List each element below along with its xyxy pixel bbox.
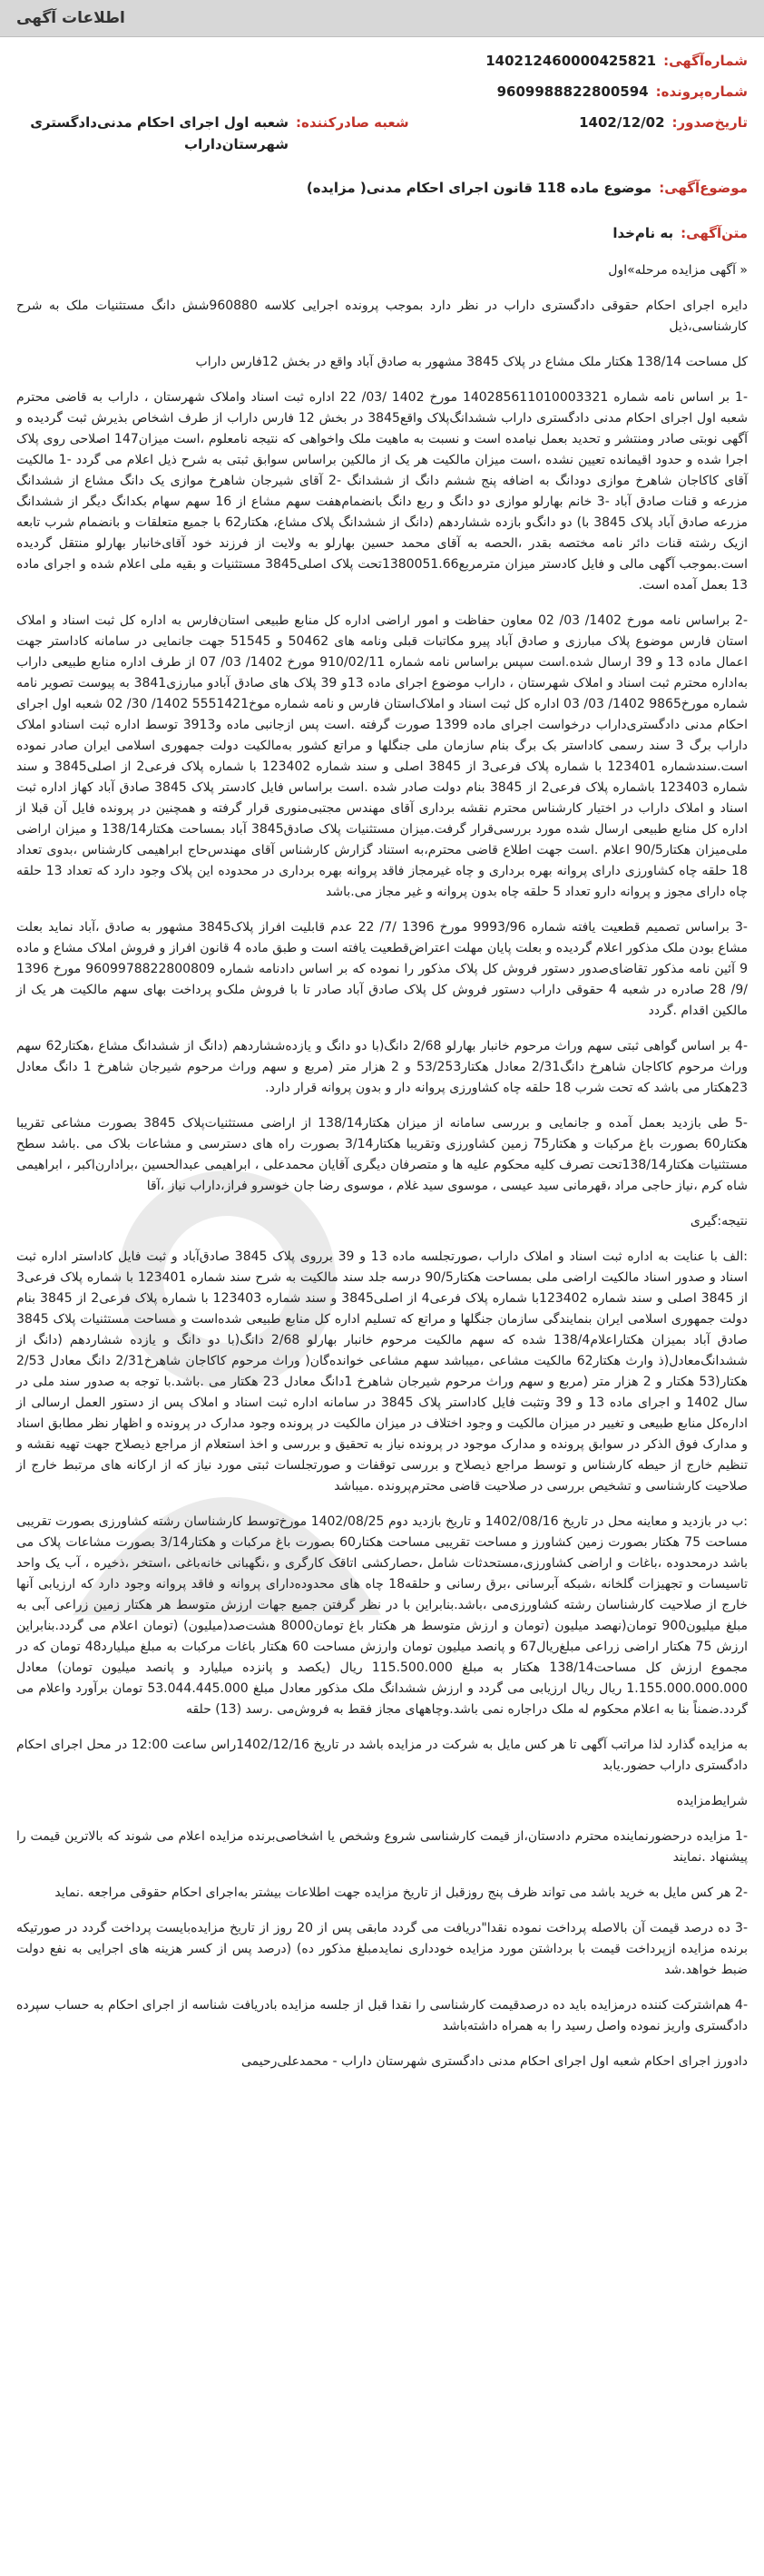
case-number-label: شماره‌پرونده:: [655, 83, 748, 100]
body-paragraph: :الف با عنایت به اداره ثبت اسناد و املاک داراب ،صورتجلسه ماده 13 و 39 برروی پلاک 3845 صادق‌آباد و ثبت فایل کاداستر اداره ثبت اسناد و صدور اسناد مالکیت اراضی ملی بمساحت هکتار90/5 درسه جلد سند مالکیت به شرح سند شماره 123401 با شماره پلاک فرعی3 از 3845 اصلی و سند شماره 123402با شماره پلاک فرعی4 از اصلی3845 و سند شماره 123403 با شماره پلاک فرعی2 از 3845 بنام دولت جمهوری اسلامی ایران بنمایندگی سازمان جنگلها و مراتع که تسلیم اداره کل منابع طبیعی شده‌است و مساحت مستثنیات پلاک 3845 صادق آباد بمیزان هکتاراعلام138/4 شده که سهم مالکیت مرحوم خانبار بهارلو 2/68 دانگ(با دو دانگ و یازده ششاردهم (دانگ از ششدانگ‌معادل(ذ وارث هکتار62 مالکیت مشاعی ،میباشد سهم مشاعی خوانده‌گان( وراث مرحوم کاکاجان شاهرخ2/31 دانگ معادل 2/53 هکتار(53 هکتار و 2 هزار متر (مربع و سهم وراث مرحوم شیرجان شاهرخ 1دانگ معادل 23 هکتار می .باشد.با توجه به صدور سند ملی در سال 1402 و اجرای ماده 13 و 39 وتثبت فایل کاداستر پلاک 3845 در سامانه اداره ثبت اسناد و املاک پس از دستور العمل ارسالی از اداره‌کل منابع طبیعی و تغییر در میزان مالکیت و وجود اختلاف در میزان مالکیت در پرونده وجود مدارک در پرونده و اظهار نظر مطابق اسناد و مدارک فوق الذکر در سوابق پرونده و مدارک موجود در پرونده نیاز به تحقیق و بررسی و اخذ استعلام از مراجع ذیصلاح جهت تهیه نقشه و تنظیم خارج از حیطه کارشناس و توسط مراجع ذیصلاح و بررسی توقفات و صورتجلسات ثبتی مورد نیاز که از ارکانه های مرتبط خارج از صلاحیت کارشناسی و تشخیص بررسی در صلاحیت قاضی محترم‌پرونده .میباشد: [16, 1249, 749, 1494]
body-paragraph: به مزایده گذارد لذا مراتب آگهی تا هر کس مایل به شرکت در مزایده باشد در تاریخ 1402/12/16راس ساعت 12:00 در محل اجرای احکام دادگستری داراب حضور.یابد: [16, 1738, 748, 1773]
case-number-row: [16, 81, 748, 103]
notice-body: [0, 253, 764, 2072]
condition-item: -3 ده درصد قیمت آن بالاصله پرداخت نموده نقدا"دریافت می گردد مابقی پس از 20 روز از تاریخ مزایده‌بایست پرداخت گردد در صورتیکه برنده مزایده ازپرداخت قیمت با برداشتن مورد مزایده خودداری نماید‌مبلغ مذکور ده) (درصد پس از کسر هزینه های اجرایی به نفع دولت ضبط خواهد.شد: [16, 1921, 749, 1977]
body-paragraph: -1 بر اساس نامه شماره 140285611010003321 مورخ 1402 /03/ 22 اداره ثبت اسناد واملاک شهرستان ، داراب به قاضی محترم شعبه اول اجرای احکام مدنی دادگستری داراب ششدانگ‌پلاک واقع3845 در بخش 12 فارس داراب از طرف اشخاص بذیرش ثبت گردیده و آگهی نوبتی صادر ومنتشر و تحدید بعمل نیامده است و نسبت به ماهیت ملک واخواهی که نتیجه نامعلوم ،است میزان147 اصلاحی روی پلاک اجرا شده و حدود اقیمانده تعیین نشده ،است میزان مالکیت هر یک از مالکین براساس سوابق ثبتی به شرح ذیل اعلام می گردد -1 مالکیت آقای کاکاجان شاهرخ موازی دودانگ به اضافه پنج ششم دانگ از ششدانگ -2 آقای شیرجان شاهرخ موازی یک دانگ مشاع از ششدانگ مزرعه و قنات صادق آباد -3 خانم بهارلو موازی دو دانگ و ربع دانگ بانضمام‌هفت سهم مشاع از 16 سهم سهام بکدانگ دیگر از ششدانگ مزرعه صادق آباد پلاک 3845 با) دو دانگ‌و بازده ششاردهم (دانگ از ششدانگ پلاک مشاع، هکتار62 با جمیع متعلقات و بانضمام شرب تابعه ازیک رشته قنات دائر نامه مختصه بقدر ،الحصه به آقای محمد حسین بهارلو به ولایت از فرزند خود آقای‌خانبار بهارلو منتقل گردیده است.بموجب آگهی مالی و فایل کادستر میزان متر‌مربع1380051.66تحت پلاک اصلی3845 مستثنیات و بقیه ملی اعلام شده و اجرای ماده 13 بعمل آمده است.: [16, 390, 749, 593]
header-bar: [0, 0, 764, 37]
condition-item: -2 هر کس مایل به خرید باشد می تواند ظرف پنج روزقبل از تاریخ مزایده جهت اطلاعات بیشتر به‌اجرای احکام حقوقی مراجعه .نماید: [54, 1885, 748, 1900]
issue-date-label: تاریخ‌صدور:: [671, 114, 748, 131]
subject-value: موضوع ماده 118 قانون اجرای احکام مدنی( مزایده): [306, 180, 652, 196]
body-paragraph: دایره اجرای احکام حقوقی دادگستری داراب در نظر دارد بموجب پرونده اجرایی کلاسه 960880شش دانگ مستثنیات ملک به شرح کارشناسی،ذیل: [16, 299, 748, 334]
body-paragraph: -4 بر اساس گواهی ثبتی سهم وراث مرحوم خانبار بهارلو 2/68 دانگ(با دو دانگ و یازده‌ششاردهم (دانگ از ششدانگ مشاع ،هکتار62 سهم وراث مرحوم کاکاجان شاهرخ دانگ2/31 معادل هکتار53/253 و 2 هزار متر (مربع و سهم وراث مرحوم شیرجان شاهرخ 1 دانگ معادل 23هکتار می باشد که تحت شرب 18 حلقه چاه کشاورزی پروانه دار و بدون پروانه قرار دارد.: [16, 1039, 749, 1095]
condition-item: -4 هم‌اشترکت کننده درمزایده باید ده درصدقیمت کارشناسی را نقدا قبل از جلسه مزایده بادریافت شناسه از اجرای احکام به حساب سپرده دادگستری واریز نموده واصل رسید را به همراه داشته‌باشد: [16, 1998, 748, 2033]
page-title: اطلاعات آگهی: [16, 9, 125, 27]
condition-item: -1 مزایده درحضور‌نماینده محترم دادستان،از قیمت کارشناسی شروع وشخص یا اشخاصی‌برنده مزایده اعلام می شوند که بالاترین قیمت را پیشنهاد .نمایند: [16, 1829, 748, 1865]
body-label: متن‌آگهی:: [681, 225, 748, 241]
notice-meta: [0, 37, 764, 244]
body-paragraph: کل مساحت 138/14 هکتار ملک مشاع در پلاک 3845 مشهور به صادق آباد واقع در بخش 12فارس داراب: [195, 355, 748, 369]
signature-line: دادورز اجرای احکام شعبه اول اجرای احکام مدنی دادگستری شهرستان داراب - محمدعلی‌رحیمی: [240, 2054, 748, 2069]
issuer-value: شعبه اول اجرای احکام مدنی‌دادگستری شهرستان‌داراب: [30, 114, 289, 152]
conditions-heading: شرایط‌مزایده: [676, 1794, 748, 1808]
issue-date-value: 1402/12/02: [579, 114, 665, 131]
case-number-value: 9609988822800594: [496, 83, 649, 100]
body-paragraph: :ب در بازدید و معاینه محل در تاریخ 1402/08/16 و تاریخ بازدید دوم 1402/08/25 مورخ‌توسط کارشناسان رشته کشاورزی بصورت تقریبی مساحت 75 هکتار بصورت زمین کشاورز و مساحت تقریبی مساحت هکتار60 بصورت باغ مرکبات و هکتار3/14 بصورت مشاعات پلاک می باشد درمحدوده ،باغات و اراضی کشاورزی،مستحدثات شامل ،حصارکشی اتاقک کارگری و ،نگهبانی خانه‌باغی ،استخر ،ذخیره ، آب یک واحد تاسیسات و تجهیزات گلخانه ،شبکه آبرسانی ،برق رسانی و حلقه18 چاه های محدوده‌دارای پروانه و فاقد پروانه وجود دارد که ارزیابی آنها خارج از صلاحیت کارشناسان رشته کشاورزی‌می ،باشد.بنابراین با در نظر گرفتن جمیع جهات ارزش متوسط هر هکتار زمین زراعی آبی به مبلغ میلیون900 تومان(نهصد میلیون (تومان و ارزش متوسط هر هکتار باغ تومان8000 هشت‌صد(میلیون) (تومان اعلام می گردد.بنابراین ارزش 75 هکتار اراضی زراعی مبلغ‌ریال67 و پانصد میلیون تومان وارزش مساحت 60 هکتار باغات مرکبات به مبلغ میلیارد48 تومان که در مجموع ارزش کل مساحت138/14 هکتار به مبلغ 115.500.000 ریال (یکصد و پانزده میلیارد و پانصد میلیون تومان) معادل 1.155.000.000.000 ریال ریال ارزیابی می گردد و ارزش ششدانگ ملک مذکور معادل مبلغ 53.044.445.000 تومان برآورد واعلام می گردد.ضمناً بنا به اعلام محکوم له ملک دراجاره نمی باشد.وچاههای مجاز فقط به فروش‌می .رسد (13) حلقه: [16, 1514, 749, 1717]
body-bismillah: به نام‌خدا: [612, 225, 674, 241]
notice-number-row: [16, 50, 748, 72]
subject-label: موضوع‌آگهی:: [659, 180, 748, 196]
body-paragraph: « آگهی مزایده مرحله»اول: [608, 263, 748, 278]
subject-row: [16, 177, 748, 199]
conclusion-heading: نتیجه:گیری: [690, 1214, 748, 1229]
body-paragraph: -5 طی بازدید بعمل آمده و جانمایی و بررسی سامانه از میزان هکتار138/14 از اراضی مستثنیات‌پلاک 3845 بصورت مشاعی تقریبا هکتار60 بصورت باغ مرکبات و هکتار75 زمین کشاورزی وتقریبا هکتار3/14 بصورت راه های دسترسی و مشاعات بلاک می .باشد سطح مستثنیات هکتار138/14تحت تصرف کلیه محکوم علیه ها و متصرفان دیگری آقایان محمدعلی ، ابراهیمی عبدالحسین ،برادارن‌اکبر ، ابراهیمی شاه کرم ،نیاز حاجی مراد ،قهرمانی سید عیسی ، موسوی سید غلام ، موسوی رضا جان خوسرو فراز،داراب نیاز ،آقا: [16, 1116, 748, 1193]
notice-number-label: شماره‌آگهی:: [663, 53, 748, 69]
body-paragraph: -3 براساس تصمیم قطعیت یافته شماره 9993/96 مورخ 1396 /7/ 22 عدم قابلیت افراز پلاک3845 مشهور به صادق ،آباد نماید بعلت مشاع بودن ملک مذکور اعلام گردیده و بعلت پایان مهلت اعتراض‌قطعیت یافته است و طبق ماده 4 قانون افراز و فروش املاک مشاع و ماده 9 آئین نامه مذکور تقاضای‌صدور دستور فروش کل پلاک مذکور را نموده که بر اساس دادنامه شماره 9609978822800809 مورخ 1396 /9/ 28 صادره در شعبه 4 حقوقی داراب دستور فروش کل پلاک صادق آباد صادر تا با فروش ملک‌و پرداخت بهای سهم مالکیت هر یک از مالکین اقدام .گردد: [16, 920, 749, 1018]
issuer-label: شعبه صادرکننده:: [296, 114, 409, 131]
body-heading-row: [16, 222, 748, 244]
body-paragraph: -2 براساس نامه مورخ 1402/ 03/ 02 معاون حفاظت و امور اراضی اداره کل منابع طبیعی استان‌فارس به اداره کل ثبت اسناد و املاک استان فارس موضوع پلاک مبارزی و صادق آباد پیرو مکاتبات قبلی ونامه های 50462 و 51545 جهت جانمایی در سامانه کاداستر جهت اعمال ماده 13 و 39 ارسال شده.است سپس براساس نامه شماره 910/02/11 مورخ 1402/ 03/ 07 از طرف اداره منابع طبیعی داراب به‌اداره محترم ثبت اسناد و املاک شهرستان ، داراب موضوع اجرای ماده 13و 39 پلاک های صادق آبادو مبارزی3841 به پیوست تصویر نامه شماره مورخ9865 1402/ 03/ 03 اداره کل ثبت اسناد و املاک‌استان فارس و نامه شماره موخ5551421 1402/ 30/ 02 شعبه اول اجرای احکام مدنی دادگستری‌داراب درخواست اجرای ماده 1399 صورت گرفته .است پس ازجانبی ماده و3913 توسط اداره ثبت اسنادو املاک داراب برگ 3 سند رسمی کاداستر بک برگ بنام سازمان ملی جنگلها و مراتع کشور به‌مالکیت دولت جمهوری اسلامی ایران صادر نموده است.سندشماره 123401 با شماره پلاک فرعی3 از 3845 اصلی و سند شماره 123402 با شماره پلاک فرعی2 از اصلی3845 و سند شماره 123403 باشماره پلاک فرعی2 از 3845 بنام دولت صادر شده .است براساس فایل کادستر پلاک 3845 صادق آباد کهاز اداره ثبت اسناد و املاک داراب در اختیار کارشناس محترم نقشه برداری آقای مهندس مجتبی‌منوری قرار گرفته و همچنین در پرونده فایل آن قبلا از اداره کل منابع طبیعی ارسال شده مورد بررسی‌قرار گرفت.میزان مستثنیات پلاک صادق3845 آباد بمساحت هکتار138/14 و میزان اراضی ملی‌میزان هکتار90/5 اعلام .است جهت اطلاع قاضی محترم،به استناد گزارش کارشناس آقای مهندس‌حاج ابراهیمی کارشناس ،بدوی تعداد 18 حلقه چاه کشاورزی دارای پروانه بهره برداری و چاه غیرمجاز فاقد پروانه بهره برداری در محدوده این پلاک وجود دارد که تعداد 13 حلقه چاه دارای مجوز و پروانه دارو تعداد 5 حلقه چاه بدون پروانه و غیر مجاز می.باشد: [16, 613, 749, 899]
issue-row: [16, 112, 748, 155]
notice-number-value: 140212460000425821: [485, 53, 657, 69]
